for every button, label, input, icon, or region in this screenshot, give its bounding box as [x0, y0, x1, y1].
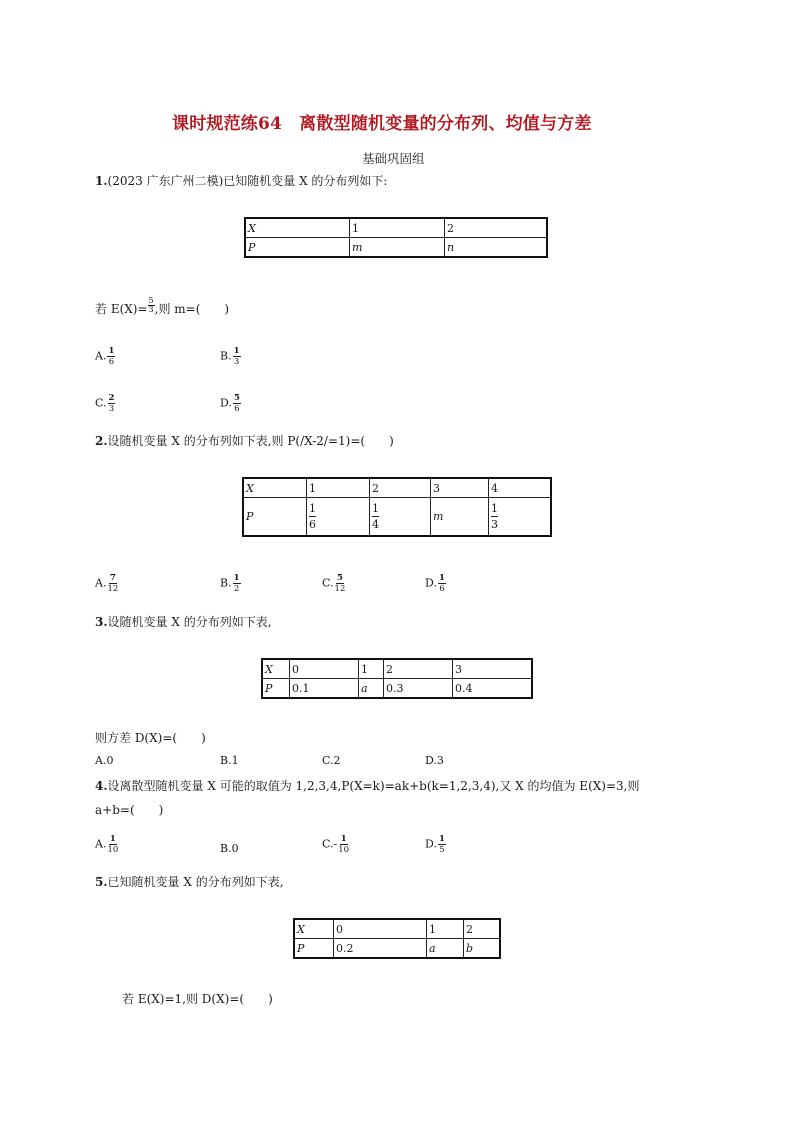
- option-label: A.: [95, 576, 107, 590]
- option-label: D.: [425, 576, 437, 590]
- table-cell: 3: [431, 478, 489, 498]
- denominator: 3: [108, 403, 115, 414]
- option-label: D.: [220, 396, 232, 410]
- table-cell: X: [262, 659, 290, 679]
- numerator: 1: [372, 503, 379, 517]
- table-cell: 4: [489, 478, 552, 498]
- table-cell: P: [294, 939, 334, 959]
- table-cell: 2: [445, 218, 548, 238]
- table-cell: X: [245, 218, 350, 238]
- fraction: [438, 574, 446, 593]
- question-number: 4.: [95, 779, 108, 793]
- denominator: 12: [334, 583, 346, 594]
- table-cell: 0.2: [334, 939, 427, 959]
- question-text: 设随机变量 X 的分布列如下表,则 P(/X-2/=1)=( ): [107, 434, 394, 448]
- fraction: [107, 574, 118, 593]
- fraction: [107, 835, 118, 854]
- distribution-table-3: [261, 658, 533, 699]
- fraction: [491, 503, 498, 531]
- table-cell: P: [262, 679, 290, 699]
- fraction: [233, 347, 241, 366]
- fraction: [233, 394, 241, 413]
- denominator: 6: [439, 583, 445, 594]
- numerator: 1: [233, 573, 240, 583]
- fraction: [108, 394, 116, 413]
- table-cell: 0: [290, 659, 359, 679]
- condition-text: 若 E(X)=: [95, 302, 148, 316]
- question-number: 1.: [95, 174, 108, 188]
- option-c[interactable]: [95, 394, 116, 413]
- table-cell: X: [243, 478, 307, 498]
- option-d[interactable]: [425, 835, 447, 854]
- table-cell: P: [243, 498, 307, 536]
- table-cell: [307, 498, 370, 536]
- numerator: 1: [491, 503, 498, 517]
- table-cell: 0.1: [290, 679, 359, 699]
- denominator: 10: [107, 844, 119, 855]
- numerator: 5: [233, 393, 240, 403]
- denominator: 3: [233, 356, 240, 367]
- option-label: C.-: [322, 837, 338, 851]
- numerator: 1: [309, 503, 316, 517]
- numerator: 1: [109, 834, 116, 844]
- table-cell: 2: [370, 478, 431, 498]
- denominator: 2: [233, 583, 240, 594]
- option-a[interactable]: [95, 574, 119, 593]
- option-label: D.: [425, 837, 437, 851]
- option-d[interactable]: D.3: [425, 754, 444, 767]
- question-text: (2023 广东广州二模)已知随机变量 X 的分布列如下:: [107, 174, 388, 188]
- table-cell: 1: [350, 218, 445, 238]
- numerator: 1: [233, 346, 240, 356]
- table-cell: a: [359, 679, 384, 699]
- denominator: 3: [148, 305, 154, 314]
- table-cell: 0: [334, 919, 427, 939]
- option-b[interactable]: [220, 347, 242, 366]
- option-b[interactable]: [220, 842, 239, 855]
- option-label: B.0: [220, 842, 239, 855]
- table-cell: n: [445, 238, 548, 258]
- option-label: B.: [220, 349, 232, 363]
- numerator: 1: [438, 834, 445, 844]
- fraction: [233, 574, 241, 593]
- question-1: [95, 172, 387, 189]
- numerator: 1: [438, 573, 445, 583]
- option-label: C.: [322, 576, 334, 590]
- table-cell: m: [350, 238, 445, 258]
- table-cell: m: [431, 498, 489, 536]
- option-d[interactable]: [220, 394, 242, 413]
- table-cell: 1: [427, 919, 464, 939]
- option-c[interactable]: [322, 574, 346, 593]
- table-cell: 0.3: [384, 679, 453, 699]
- option-label: B.: [220, 576, 232, 590]
- table-cell: 0.4: [453, 679, 533, 699]
- option-a[interactable]: [95, 347, 116, 366]
- option-c[interactable]: [322, 835, 350, 854]
- fraction: [338, 835, 349, 854]
- question-4-line2: a+b=( ): [95, 803, 164, 817]
- question-1-condition: [95, 296, 230, 318]
- option-c[interactable]: C.2: [322, 754, 341, 767]
- question-5: [95, 873, 284, 890]
- denominator: 3: [491, 517, 498, 531]
- denominator: 12: [107, 583, 119, 594]
- table-cell: X: [294, 919, 334, 939]
- option-label: A.: [95, 349, 107, 363]
- table-cell: 2: [464, 919, 501, 939]
- section-subtitle: 基础巩固组: [362, 151, 425, 166]
- distribution-table-1: [244, 217, 548, 258]
- table-cell: 3: [453, 659, 533, 679]
- question-3: [95, 613, 272, 630]
- distribution-table-5: [293, 918, 501, 959]
- option-label: C.: [95, 396, 107, 410]
- option-d[interactable]: [425, 574, 447, 593]
- table-cell: P: [245, 238, 350, 258]
- table-cell: b: [464, 939, 501, 959]
- denominator: 6: [234, 403, 240, 414]
- page-title: 课时规范练64 离散型随机变量的分布列、均值与方差: [172, 114, 592, 134]
- denominator: 6: [309, 517, 316, 531]
- table-cell: [489, 498, 552, 536]
- denominator: 5: [439, 844, 445, 855]
- option-a[interactable]: A.0: [95, 754, 114, 767]
- denominator: 6: [108, 356, 115, 367]
- question-text: 设随机变量 X 的分布列如下表,: [107, 615, 272, 629]
- question-text: 设离散型随机变量 X 可能的取值为 1,2,3,4,P(X=k)=ak+b(k=1,2,3,4),又 X 的均值为 E(X)=3,则: [107, 779, 640, 793]
- fraction: [107, 347, 115, 366]
- condition-text: ,则 m=( ): [154, 302, 230, 316]
- question-text: 已知随机变量 X 的分布列如下表,: [107, 875, 284, 889]
- distribution-table-2: [242, 477, 552, 537]
- question-2: [95, 432, 394, 449]
- numerator: 1: [340, 834, 347, 844]
- numerator: 5: [148, 296, 154, 305]
- table-cell: 2: [384, 659, 453, 679]
- fraction: [148, 297, 155, 314]
- option-b[interactable]: B.1: [220, 754, 239, 767]
- table-cell: a: [427, 939, 464, 959]
- numerator: 7: [109, 573, 116, 583]
- numerator: 2: [108, 393, 115, 403]
- numerator: 5: [336, 573, 343, 583]
- question-number: 5.: [95, 875, 108, 889]
- fraction: [438, 835, 446, 854]
- option-label: A.: [95, 837, 107, 851]
- option-a[interactable]: [95, 835, 119, 854]
- table-cell: 1: [307, 478, 370, 498]
- fraction: [309, 503, 316, 531]
- question-number: 3.: [95, 615, 108, 629]
- denominator: 4: [372, 517, 379, 531]
- fraction: [372, 503, 379, 531]
- question-number: 2.: [95, 434, 108, 448]
- fraction: [335, 574, 346, 593]
- question-4: [95, 777, 639, 794]
- question-5-ask: 若 E(X)=1,则 D(X)=( ): [122, 992, 273, 1006]
- table-cell: 1: [359, 659, 384, 679]
- question-3-ask: 则方差 D(X)=( ): [95, 731, 206, 745]
- option-b[interactable]: [220, 574, 242, 593]
- table-cell: [370, 498, 431, 536]
- numerator: 1: [108, 346, 115, 356]
- denominator: 10: [338, 844, 350, 855]
